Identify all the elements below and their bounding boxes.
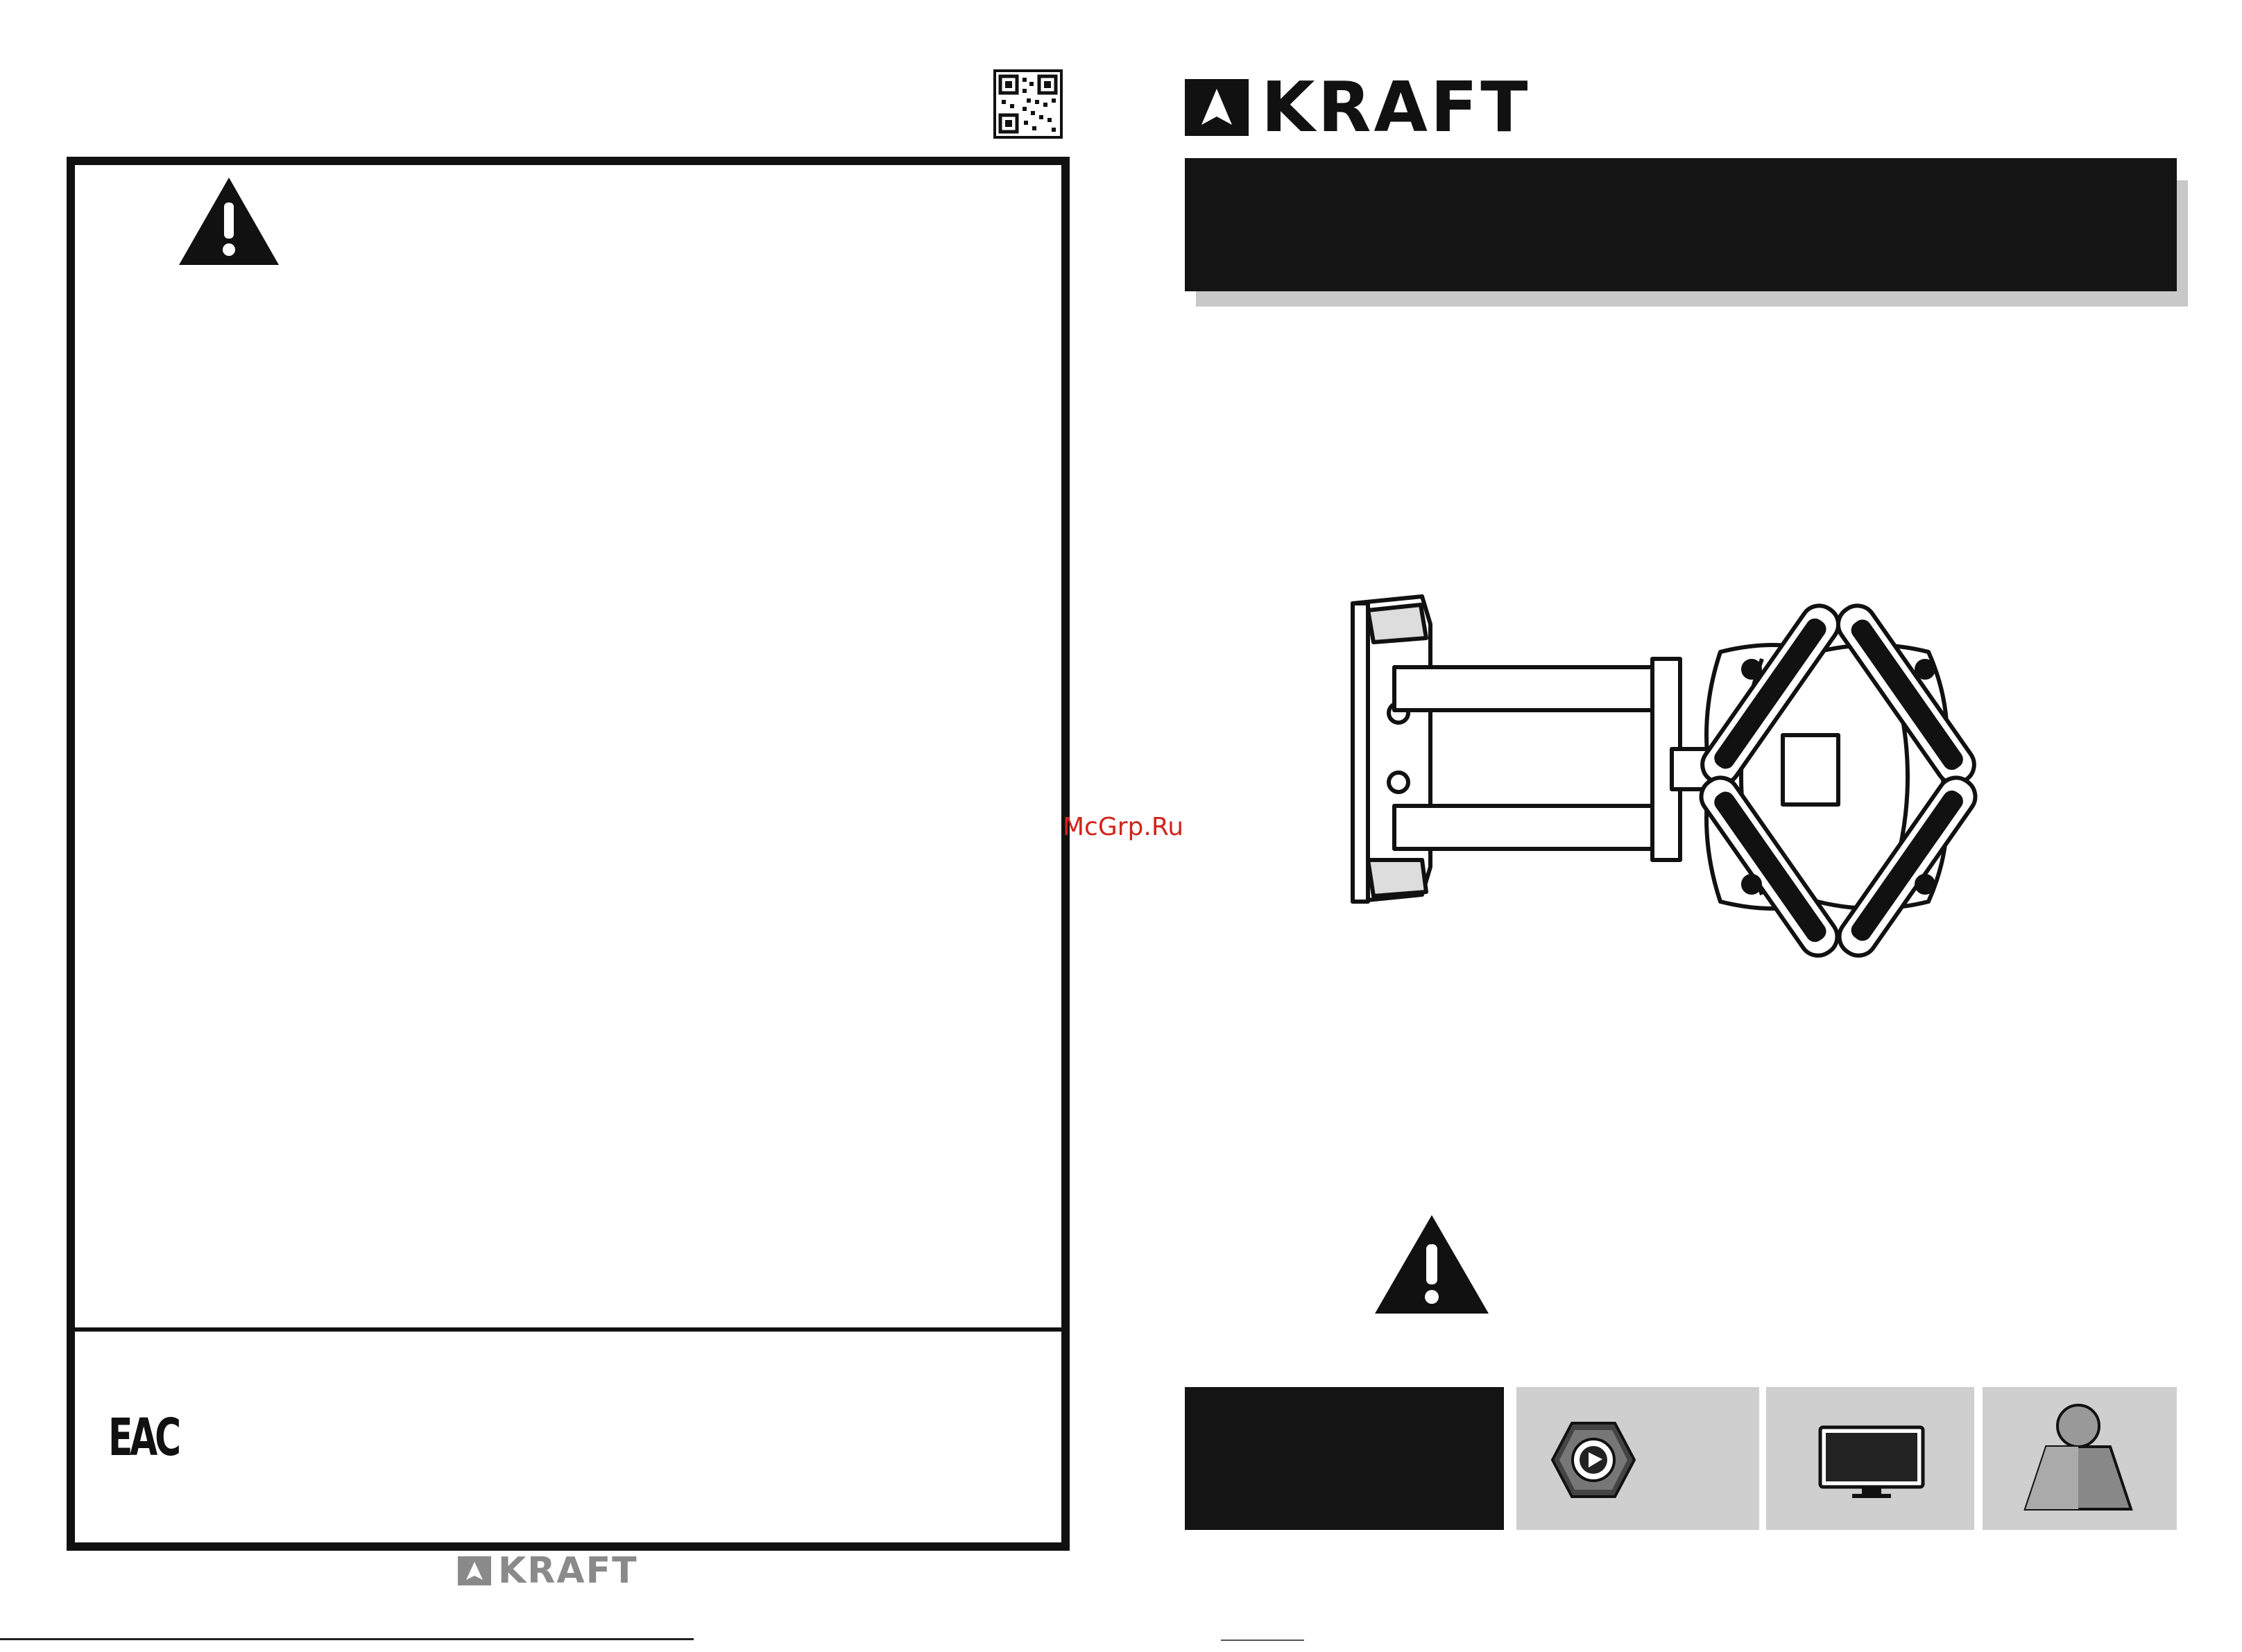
watermark-text: McGrp.Ru: [1063, 813, 1184, 841]
qr-code-icon: [993, 69, 1063, 139]
eac-certification-mark: EAC: [108, 1408, 178, 1468]
page-bottom-tick: [1221, 1640, 1304, 1641]
notes-frame: [67, 157, 1070, 1551]
header-brand-logo: [1185, 67, 1531, 148]
footer-brand-name: KRAFT: [498, 1550, 638, 1592]
tv-screen-icon: [1817, 1425, 1926, 1501]
spec-screen-size-panel: [1766, 1387, 1974, 1530]
vesa-badge-icon: [1550, 1420, 1637, 1499]
weight-load-icon: [2019, 1398, 2137, 1520]
spec-model-panel: [1185, 1387, 1504, 1530]
frame-divider: [75, 1327, 1061, 1332]
header-brand-name: KRAFT: [1261, 67, 1531, 148]
spec-vesa-panel: [1516, 1387, 1759, 1530]
brand-mark-icon: [1185, 79, 1249, 136]
title-bar: [1185, 158, 2177, 291]
warning-triangle-icon: [176, 175, 282, 268]
tv-wall-mount-illustration: [1332, 451, 2012, 1110]
page-bottom-rule: [0, 1638, 694, 1640]
warning-triangle-icon: [1372, 1212, 1491, 1316]
footer-brand-logo: [458, 1552, 638, 1590]
brand-mark-icon: [458, 1556, 491, 1585]
spec-max-load-panel: [1983, 1387, 2177, 1530]
